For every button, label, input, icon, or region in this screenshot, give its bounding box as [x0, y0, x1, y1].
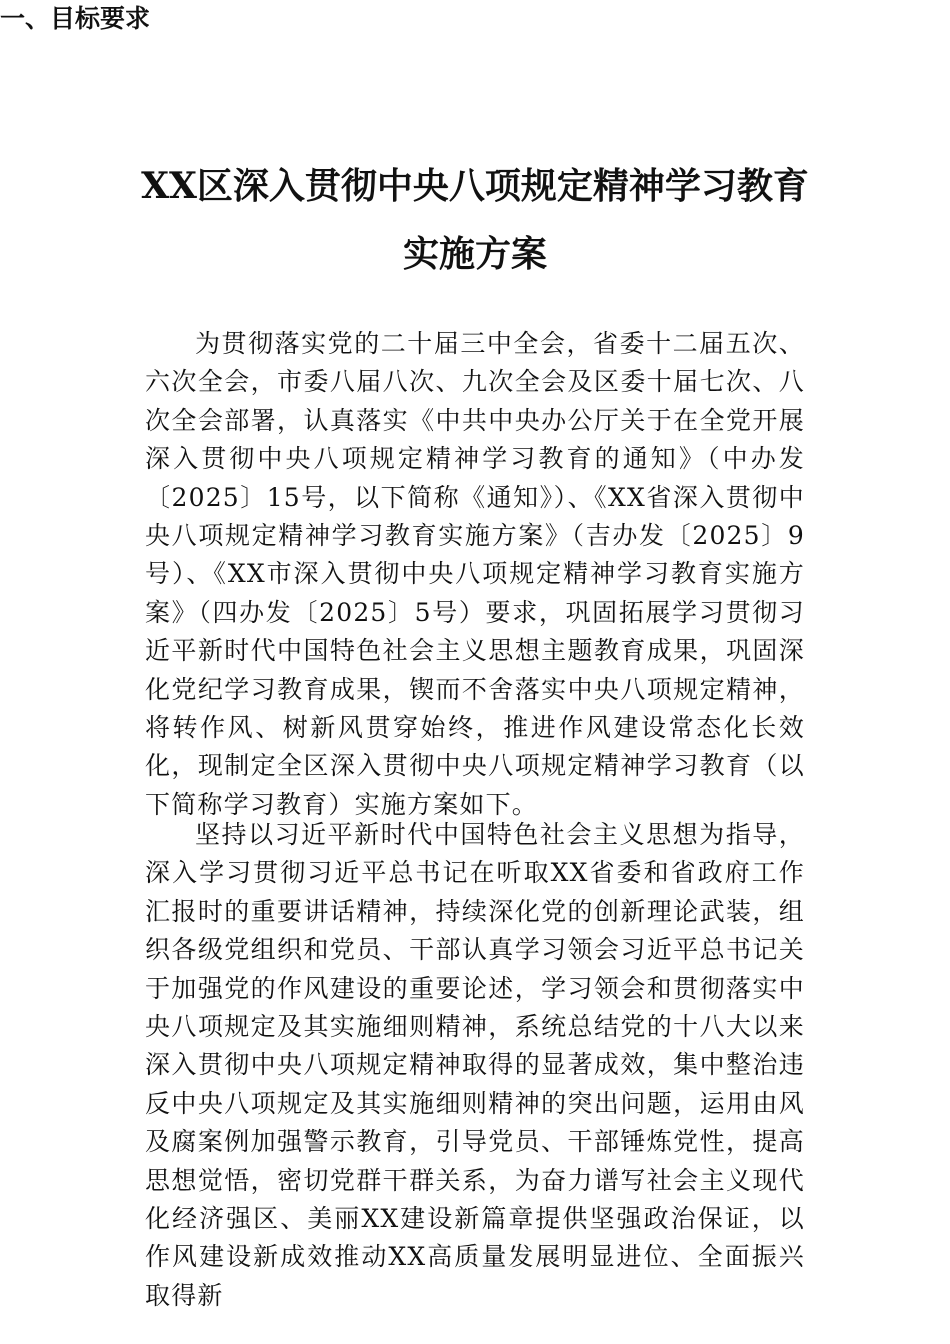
document-title-line-2: 实施方案	[402, 233, 547, 275]
document-title-line-1: XX区深入贯彻中央八项规定精神学习教育	[141, 165, 809, 207]
goals-paragraph: 坚持以习近平新时代中国特色社会主义思想为指导，深入学习贯彻习近平总书记在听取XX省委和省政府工作汇报时的重要讲话精神，持续深化党的创新理论武装，组织各级党组织和党员、干部认真学习领会习近平总书记关于加强党的作风建设的重要论述，学习领会和贯彻落实中央八项规定及其实施细则精神，系统总结党的十八大以来深入贯彻中央八项规定精神取得的显著成效，集中整治违反中央八项规定及其实施细则精神的突出问题，运用由风及腐案例加强警示教育，引导党员、干部锤炼党性，提高思想觉悟，密切党群干群关系，为奋力谱写社会主义现代化经济强区、美丽XX建设新篇章提供坚强政治保证，以作风建设新成效推动XX高质量发展明显进位、全面振兴取得新	[145, 820, 805, 1310]
section-heading-goals: 一、目标要求	[0, 4, 151, 33]
intro-paragraph: 为贯彻落实党的二十届三中全会，省委十二届五次、六次全会，市委八届八次、九次全会及区委十届七次、八次全会部署，认真落实《中共中央办公厅关于在全党开展深入贯彻中央八项规定精神学习教育的通知》（中办发〔2025〕15号，以下简称《通知》）、《XX省深入贯彻中央八项规定精神学习教育实施方案》（吉办发〔2025〕9号）、《XX市深入贯彻中央八项规定精神学习教育实施方案》（四办发〔2025〕5号）要求，巩固拓展学习贯彻习近平新时代中国特色社会主义思想主题教育成果，巩固深化党纪学习教育成果，锲而不舍落实中央八项规定精神，将转作风、树新风贯穿始终，推进作风建设常态化长效化，现制定全区深入贯彻中央八项规定精神学习教育（以下简称学习教育）实施方案如下。	[145, 329, 805, 819]
